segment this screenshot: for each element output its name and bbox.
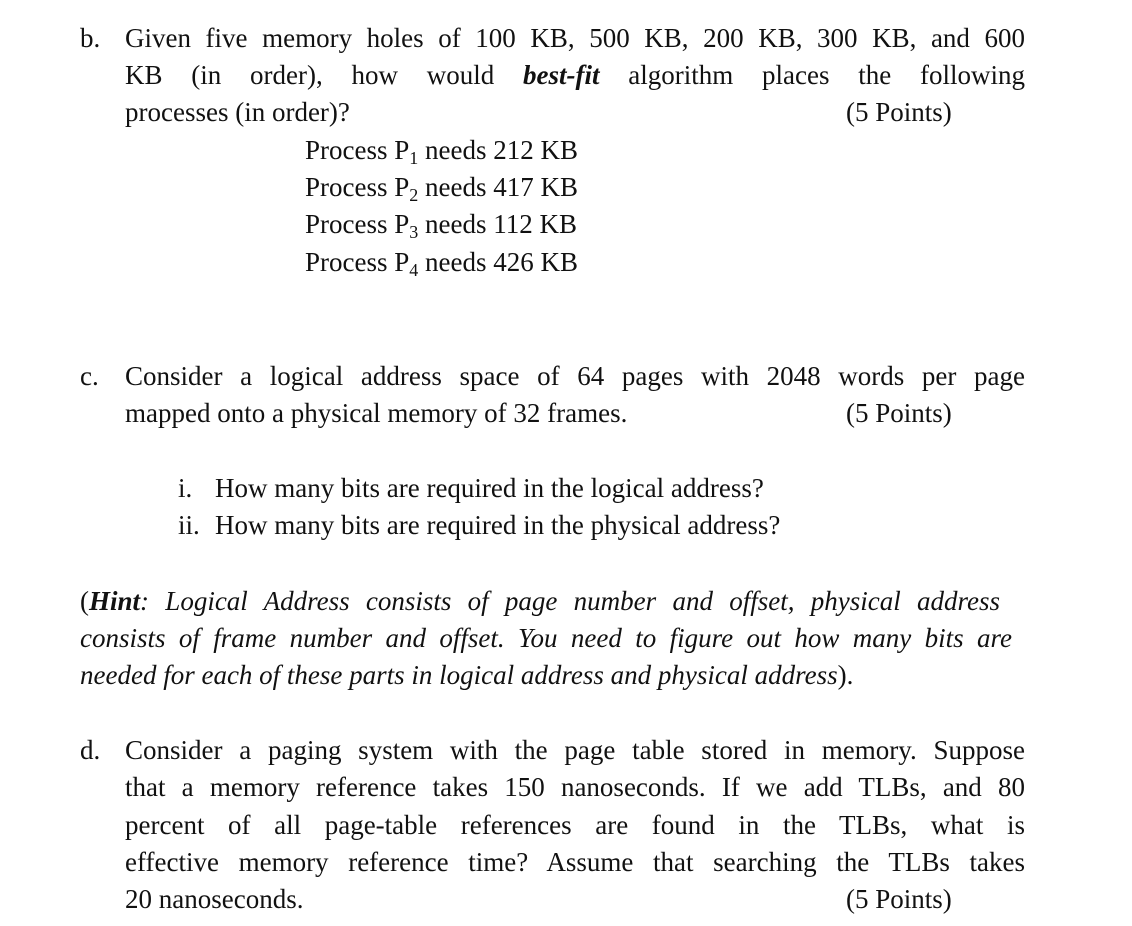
best-fit-emphasis: best-fit: [523, 60, 600, 90]
section-d-line-5: 20 nanoseconds.: [125, 884, 304, 914]
section-b-marker: b.: [80, 23, 101, 53]
question-ii-number: ii.: [178, 510, 200, 540]
section-b-line-2: [125, 57, 1025, 94]
section-b-line-3: processes (in order)?: [125, 97, 350, 127]
section-b-line-2-post: algorithm places the following: [628, 60, 1025, 90]
section-d-line-3: percent of all page-table references are found in the TLBs, what is: [125, 810, 1025, 840]
section-c-line-2: mapped onto a physical memory of 32 frames.: [125, 398, 628, 428]
hint-line-1: (Hint: Logical Address consists of page number and offset, physical address: [80, 586, 1000, 616]
process-line-2: Process $P_2$ needs 417 KB: [305, 172, 578, 205]
hint-line-2: consists of frame number and offset. You need to figure out how many bits are: [80, 623, 1012, 653]
section-d-marker: d.: [80, 735, 101, 765]
section-d-line-4: effective memory reference time? Assume that searching the TLBs takes: [125, 847, 1025, 877]
section-c-points: (5 Points): [846, 398, 952, 428]
section-b-points: (5 Points): [846, 97, 952, 127]
section-b-line-2-pre: KB (in order), how would: [125, 60, 495, 90]
process-line-3: Process $P_3$ needs 112 KB: [305, 209, 577, 242]
hint-line-3: needed for each of these parts in logical address and physical address).: [80, 660, 854, 690]
process-line-1: Process $P_1$ needs 212 KB: [305, 135, 578, 168]
question-ii-text: How many bits are required in the physical address?: [215, 510, 781, 540]
section-c-marker: c.: [80, 361, 99, 391]
question-i-number: i.: [178, 473, 193, 503]
section-b-line-1: Given five memory holes of 100 KB, 500 KB, 200 KB, 300 KB, and 600: [125, 23, 1025, 53]
section-c-line-1: Consider a logical address space of 64 pages with 2048 words per page: [125, 361, 1025, 391]
section-d-points: (5 Points): [846, 884, 952, 914]
section-d-line-1: Consider a paging system with the page table stored in memory. Suppose: [125, 735, 1025, 765]
process-line-4: Process $P_4$ needs 426 KB: [305, 247, 578, 280]
hint-label: Hint: [89, 586, 141, 616]
section-d-line-2: that a memory reference takes 150 nanoseconds. If we add TLBs, and 80: [125, 772, 1025, 802]
question-i-text: How many bits are required in the logical address?: [215, 473, 764, 503]
